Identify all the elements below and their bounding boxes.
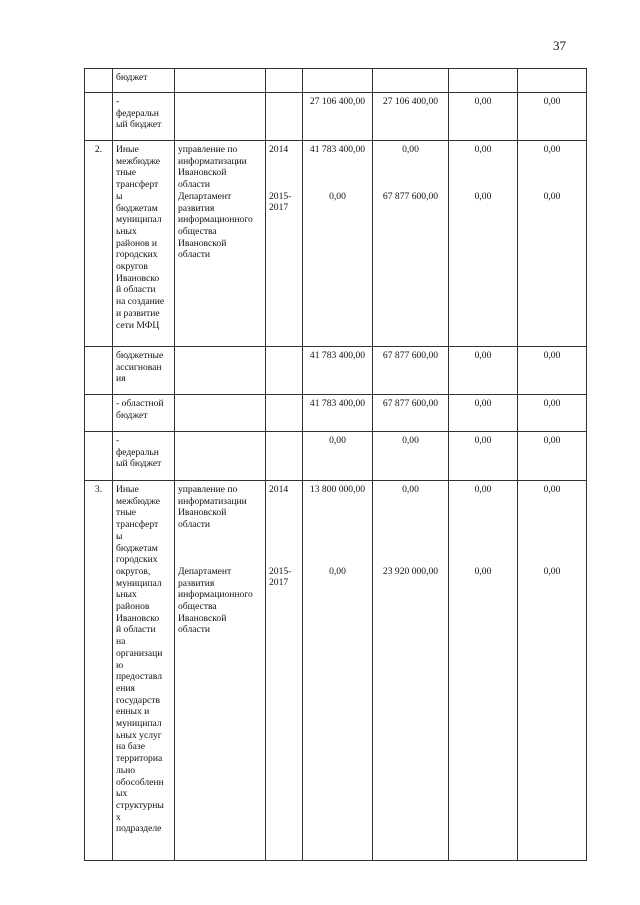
cell-value-1: 27 106 400,00: [303, 93, 373, 141]
cell-value-1: [303, 69, 373, 93]
cell-years: 2014 2015- 2017: [266, 481, 303, 861]
cell-name: бюджет: [113, 69, 175, 93]
cell-number: [85, 69, 113, 93]
cell-value-2: 0,00 23 920 000,00: [373, 481, 449, 861]
cell-value-2: 27 106 400,00: [373, 93, 449, 141]
table-row: [85, 432, 587, 481]
cell-value-3: 0,00: [449, 432, 518, 481]
cell-number: [85, 395, 113, 432]
cell-value-3: 0,00: [449, 347, 518, 395]
table-row: [85, 395, 587, 432]
cell-value-1: 41 783 400,00 0,00: [303, 141, 373, 347]
cell-value-3: [449, 69, 518, 93]
cell-number: 2.: [85, 141, 113, 347]
table-row: [85, 347, 587, 395]
table-row: [85, 69, 587, 93]
cell-name: - федеральн ый бюджет: [113, 432, 175, 481]
cell-number: [85, 347, 113, 395]
cell-organization: [175, 347, 266, 395]
cell-number: [85, 432, 113, 481]
cell-years: [266, 69, 303, 93]
cell-value-4: 0,00: [518, 93, 587, 141]
cell-value-2: 0,00 67 877 600,00: [373, 141, 449, 347]
cell-years: [266, 395, 303, 432]
page-number: 37: [553, 38, 566, 53]
cell-value-1: 41 783 400,00: [303, 395, 373, 432]
cell-value-1: 41 783 400,00: [303, 347, 373, 395]
cell-organization: управление по информатизации Ивановской области Департамент развития информационного общества Ивановской области: [175, 481, 266, 861]
cell-organization: [175, 432, 266, 481]
cell-value-4: 0,00 0,00: [518, 141, 587, 347]
cell-value-1: 0,00: [303, 432, 373, 481]
cell-number: 3.: [85, 481, 113, 861]
cell-value-2: 67 877 600,00: [373, 395, 449, 432]
cell-value-4: 0,00 0,00: [518, 481, 587, 861]
cell-name: Иные межбюдже тные трансферт ы бюджетам городских округов, муниципал ьных районов Ивановско й области на организаци ю предоставл ения государств енных и муниципал ьных услуг на базе территориа льно обособленн ых структурны х подразделе: [113, 481, 175, 861]
cell-value-4: 0,00: [518, 395, 587, 432]
cell-name: Иные межбюдже тные трансферт ы бюджетам муниципал ьных районов и городских округов Ивановско й области на создание и развитие сети МФЦ: [113, 141, 175, 347]
table-row: [85, 93, 587, 141]
cell-organization: управление по информатизации Ивановской области Департамент развития информационного общества Ивановской области: [175, 141, 266, 347]
cell-name: - федеральн ый бюджет: [113, 93, 175, 141]
cell-organization: [175, 395, 266, 432]
cell-name: бюджетные ассигнован ия: [113, 347, 175, 395]
cell-organization: [175, 69, 266, 93]
cell-value-3: 0,00 0,00: [449, 481, 518, 861]
cell-value-3: 0,00 0,00: [449, 141, 518, 347]
cell-years: [266, 93, 303, 141]
cell-name: - областной бюджет: [113, 395, 175, 432]
table-row: [85, 481, 587, 861]
table-row: [85, 141, 587, 347]
cell-years: [266, 432, 303, 481]
cell-value-3: 0,00: [449, 93, 518, 141]
cell-value-1: 13 800 000,00 0,00: [303, 481, 373, 861]
budget-table: [84, 68, 587, 861]
cell-value-3: 0,00: [449, 395, 518, 432]
cell-number: [85, 93, 113, 141]
cell-value-2: [373, 69, 449, 93]
cell-value-2: 0,00: [373, 432, 449, 481]
cell-value-4: 0,00: [518, 347, 587, 395]
cell-value-2: 67 877 600,00: [373, 347, 449, 395]
cell-years: 2014 2015- 2017: [266, 141, 303, 347]
cell-value-4: [518, 69, 587, 93]
cell-organization: [175, 93, 266, 141]
cell-value-4: 0,00: [518, 432, 587, 481]
cell-years: [266, 347, 303, 395]
